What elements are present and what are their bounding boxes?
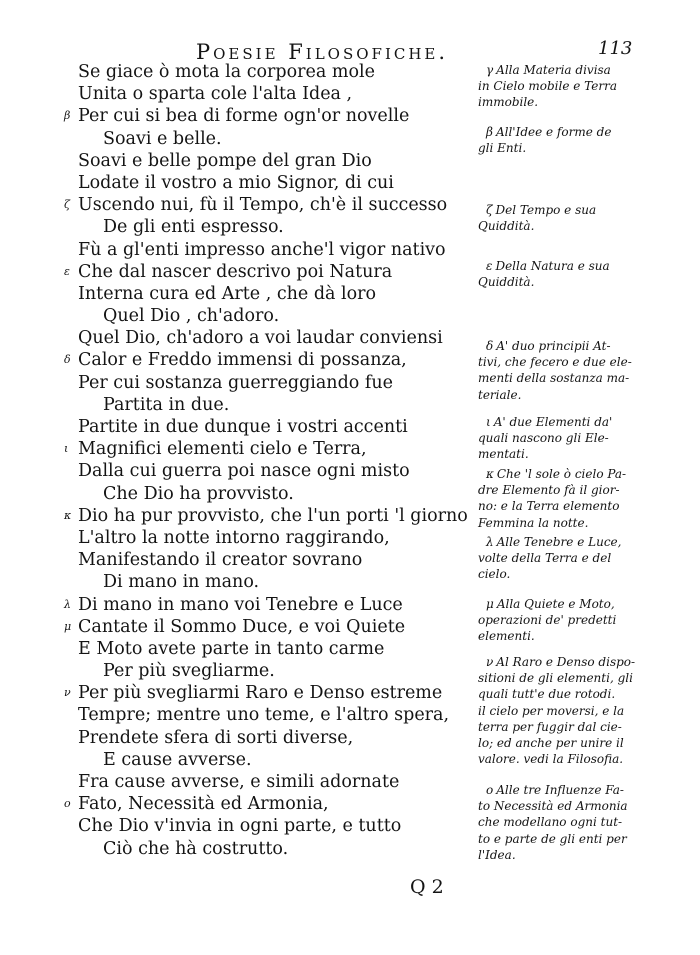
- poem-line: [78, 128, 478, 150]
- note-text: Alla Materia divisa: [496, 63, 611, 77]
- poem-line-text: Di mano in mano.: [103, 572, 260, 593]
- note-text: cielo.: [478, 567, 511, 582]
- marginal-note-line: [478, 798, 678, 814]
- note-marker: ζ: [486, 203, 493, 217]
- note-text: che modellano ogni tut-: [478, 815, 623, 830]
- poem-line-text: Partite in due dunque i vostri accenti: [78, 417, 408, 437]
- poem-line-text: Magnifici elementi cielo e Terra,: [78, 439, 367, 460]
- marginal-note-line: [478, 94, 678, 110]
- marginal-note-line: [478, 62, 678, 78]
- note-marker: ε: [486, 259, 493, 273]
- marginal-note-line: [478, 719, 678, 735]
- note-marker: β: [486, 125, 493, 139]
- note-text: Alla Quiete e Moto,: [496, 597, 615, 611]
- signature-mark: Q 2: [410, 876, 444, 898]
- note-text: All'Idee e forme de: [495, 125, 612, 139]
- poem-line: [78, 283, 478, 305]
- poem-line: [64, 105, 478, 127]
- note-text: Femmina la notte.: [478, 515, 589, 530]
- marginal-note-line: [478, 566, 678, 582]
- poem-line: [78, 571, 478, 593]
- poem-line: [78, 83, 478, 105]
- poem-line-text: Quel Dio, ch'adoro a voi laudar conviensi: [78, 328, 443, 349]
- marginal-note-line: [478, 338, 678, 354]
- note-marker: γ: [486, 63, 494, 77]
- poem-line: [78, 416, 478, 438]
- note-reference-marker: ε: [64, 264, 70, 278]
- marginal-note-line: [478, 124, 678, 140]
- poem-line-text: Che Dio v'invia in ogni parte, e tutto: [78, 816, 402, 837]
- poem-line: [78, 239, 478, 261]
- poem-line: [78, 727, 478, 749]
- marginal-note-line: [478, 274, 678, 290]
- note-text: Alle tre Influenze Fa-: [496, 783, 624, 797]
- note-text: quali nascono gli Ele-: [478, 431, 609, 446]
- poem-line-text: Cantate il Sommo Duce, e voi Quiete: [78, 616, 406, 637]
- poem-line-text: Fra cause avverse, e simili adornate: [78, 772, 400, 792]
- poem-line: [64, 438, 478, 460]
- note-text: to Necessità ed Armonia: [478, 799, 628, 814]
- poem-line-text: Ciò che hà costrutto.: [103, 838, 289, 859]
- note-text: il cielo per moversi, e la: [478, 703, 625, 718]
- note-text: tivi, che fecero e due ele-: [478, 355, 632, 370]
- poem-line-text: E cause avverse.: [103, 749, 252, 770]
- poem-line: [78, 460, 478, 482]
- note-text: gli Enti.: [478, 141, 527, 156]
- note-text: teriale.: [478, 387, 522, 402]
- marginal-note-line: [478, 670, 678, 686]
- marginal-note-line: [478, 414, 678, 430]
- poem-line: [78, 527, 478, 549]
- marginal-note-line: [478, 782, 678, 798]
- marginal-note-line: [478, 735, 678, 751]
- running-title: Poesie Filosofiche.: [196, 40, 449, 64]
- poem-line: [78, 483, 478, 505]
- note-reference-marker: κ: [64, 508, 72, 522]
- poem-line: [78, 815, 478, 837]
- note-text: A' duo principii At-: [496, 339, 611, 353]
- note-text: operazioni de' predetti: [478, 613, 617, 628]
- poem-line: [64, 616, 478, 638]
- marginal-note-line: [478, 612, 678, 628]
- poem-line-text: Fato, Necessità ed Armonia,: [78, 794, 329, 815]
- poem-line: [64, 682, 478, 704]
- note-text: Quiddità.: [478, 275, 535, 290]
- poem-line-text: Prendete sfera di sorti diverse,: [78, 727, 354, 748]
- poem-line: [78, 327, 478, 349]
- note-reference-marker: ζ: [64, 198, 70, 212]
- poem-line-text: Lodate il vostro a mio Signor, di cui: [78, 172, 394, 193]
- marginal-note: [478, 124, 678, 156]
- marginal-note-line: [478, 140, 678, 156]
- note-text: Al Raro e Denso dispo-: [496, 655, 636, 669]
- note-reference-marker: λ: [64, 597, 71, 611]
- marginal-note-line: [478, 596, 678, 612]
- poem-line-text: Dio ha pur provvisto, che l'un porti 'l giorno: [78, 505, 468, 526]
- note-marker: ο: [486, 783, 494, 797]
- marginal-note-line: [478, 430, 678, 446]
- poem-line: [78, 150, 478, 172]
- poem-line-text: Quel Dio , ch'adoro.: [103, 306, 280, 327]
- marginal-note: [478, 62, 678, 111]
- marginal-note-line: [478, 686, 678, 702]
- poem-line: [78, 660, 478, 682]
- poem-line-text: Che Dio ha provvisto.: [103, 483, 294, 504]
- poem-line-text: Partita in due.: [103, 394, 230, 415]
- poem-line: [78, 638, 478, 660]
- poem-line-text: E Moto avete parte in tanto carme: [78, 638, 385, 659]
- note-text: A' due Elementi da': [493, 415, 613, 429]
- note-text: valore. vedi la Filosofia.: [478, 752, 624, 767]
- marginal-note-line: [478, 387, 678, 403]
- note-reference-marker: ι: [64, 442, 69, 456]
- poem-line-text: Soavi e belle pompe del gran Dio: [78, 150, 372, 171]
- poem-line-text: Di mano in mano voi Tenebre e Luce: [78, 594, 403, 615]
- poem-line-text: Uscendo nui, fù il Tempo, ch'è il successo: [78, 195, 448, 216]
- poem-line-text: Fù a gl'enti impresso anche'l vigor nativo: [78, 239, 446, 260]
- note-text: lo; ed anche per unire il: [478, 735, 624, 750]
- note-text: Che 'l sole ò cielo Pa-: [496, 467, 627, 481]
- poem-column: [64, 61, 478, 860]
- note-reference-marker: β: [64, 109, 71, 123]
- marginal-note-line: [478, 550, 678, 566]
- poem-line: [78, 394, 478, 416]
- marginal-note: [478, 414, 678, 463]
- note-text: menti della sostanza ma-: [478, 371, 630, 386]
- poem-line: [78, 172, 478, 194]
- note-text: Alle Tenebre e Luce,: [496, 535, 622, 549]
- poem-line: [78, 216, 478, 238]
- poem-line-text: Manifestando il creator sovrano: [78, 550, 363, 571]
- poem-line-text: Unita o sparta cole l'alta Idea ,: [78, 84, 353, 105]
- marginal-note-line: [478, 751, 678, 767]
- note-text: elementi.: [478, 629, 535, 644]
- poem-line-text: Dalla cui guerra poi nasce ogni misto: [78, 461, 410, 482]
- note-reference-marker: ν: [64, 686, 71, 700]
- poem-line: [78, 771, 478, 793]
- marginal-note: [478, 338, 678, 403]
- poem-line-text: Calor e Freddo immensi di possanza,: [78, 350, 407, 371]
- note-text: l'Idea.: [478, 847, 516, 862]
- marginal-note-line: [478, 202, 678, 218]
- poem-line: [78, 704, 478, 726]
- marginal-note-line: [478, 847, 678, 863]
- note-reference-marker: ο: [64, 797, 71, 811]
- poem-line-text: Se giace ò mota la corporea mole: [78, 62, 375, 82]
- note-text: mentati.: [478, 447, 529, 462]
- poem-line: [64, 505, 478, 527]
- poem-line-text: Per cui si bea di forme ogn'or novelle: [78, 106, 410, 127]
- poem-line: [64, 261, 478, 283]
- poem-line: [64, 194, 478, 216]
- marginal-note-line: [478, 482, 678, 498]
- marginal-note-line: [478, 446, 678, 462]
- page-number: 113: [598, 38, 633, 59]
- marginal-note-line: [478, 534, 678, 550]
- note-text: immobile.: [478, 95, 539, 110]
- poem-line-text: De gli enti espresso.: [103, 217, 284, 238]
- note-text: terra per fuggir dal cie-: [478, 719, 622, 734]
- poem-line: [64, 349, 478, 371]
- poem-line-text: Soavi e belle.: [103, 128, 222, 149]
- marginal-note: [478, 534, 678, 583]
- note-reference-marker: μ: [64, 619, 72, 633]
- poem-line: [78, 305, 478, 327]
- marginal-note-line: [478, 498, 678, 514]
- note-text: volte della Terra e del: [478, 551, 612, 566]
- poem-line-text: L'altro la notte intorno raggirando,: [78, 527, 390, 548]
- poem-line: [64, 793, 478, 815]
- marginal-note: [478, 596, 678, 645]
- poem-line-text: Per cui sostanza guerreggiando fue: [78, 372, 393, 393]
- poem-line: [78, 838, 478, 860]
- poem-line: [64, 594, 478, 616]
- marginal-note-line: [478, 515, 678, 531]
- marginal-note: [478, 258, 678, 290]
- note-marker: κ: [486, 467, 494, 481]
- note-text: quali tutt'e due rotodi.: [478, 687, 616, 702]
- note-text: Del Tempo e sua: [495, 203, 597, 217]
- note-marker: ι: [486, 415, 491, 429]
- note-marker: λ: [486, 535, 494, 549]
- marginal-note-line: [478, 703, 678, 719]
- marginal-note-line: [478, 218, 678, 234]
- marginal-note-line: [478, 628, 678, 644]
- marginal-note-line: [478, 831, 678, 847]
- marginal-note-line: [478, 78, 678, 94]
- note-reference-marker: δ: [64, 353, 71, 367]
- note-text: sitioni de gli elementi, gli: [478, 671, 633, 686]
- note-text: Quiddità.: [478, 219, 535, 234]
- marginal-note-line: [478, 654, 678, 670]
- note-text: to e parte de gli enti per: [478, 831, 627, 846]
- marginal-note: [478, 654, 678, 767]
- note-text: Della Natura e sua: [495, 259, 610, 273]
- poem-line: [78, 749, 478, 771]
- note-text: in Cielo mobile e Terra: [478, 79, 617, 94]
- poem-line-text: Interna cura ed Arte , che dà loro: [78, 283, 377, 304]
- marginal-note-line: [478, 354, 678, 370]
- marginal-note: [478, 466, 678, 531]
- note-marker: δ: [486, 339, 494, 353]
- poem-line: [78, 61, 478, 83]
- marginal-note-line: [478, 466, 678, 482]
- poem-line-text: Per più svegliarmi Raro e Denso estreme: [78, 683, 443, 704]
- note-marker: μ: [486, 597, 494, 611]
- marginal-note-line: [478, 258, 678, 274]
- note-marker: ν: [486, 655, 494, 669]
- poem-line-text: Tempre; mentre uno teme, e l'altro spera,: [78, 705, 450, 726]
- note-text: dre Elemento fà il gior-: [478, 483, 620, 498]
- poem-line: [78, 372, 478, 394]
- poem-line-text: Che dal nascer descrivo poi Natura: [78, 261, 393, 282]
- poem-line-text: Per più svegliarme.: [103, 661, 275, 682]
- marginal-note: [478, 202, 678, 234]
- marginal-note-line: [478, 370, 678, 386]
- marginal-note: [478, 782, 678, 863]
- poem-line: [78, 549, 478, 571]
- note-text: no: e la Terra elemento: [478, 499, 620, 514]
- marginal-note-line: [478, 814, 678, 830]
